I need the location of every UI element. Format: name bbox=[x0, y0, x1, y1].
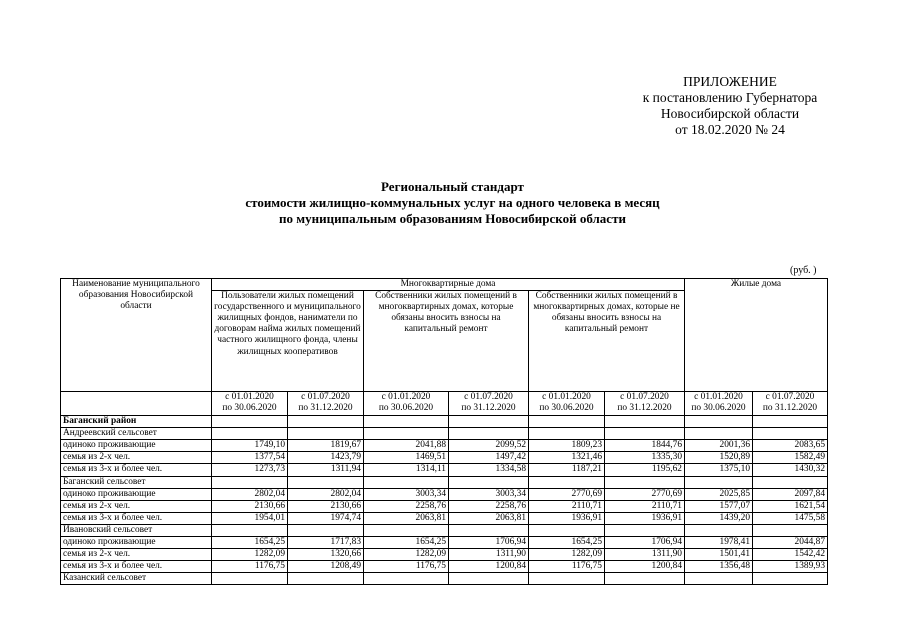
value-cell: 2083,65 bbox=[753, 440, 828, 452]
value-cell: 1187,21 bbox=[529, 464, 605, 476]
value-cell: 1176,75 bbox=[364, 561, 449, 573]
period-start: с 01.07.2020 bbox=[301, 392, 350, 403]
value-cell: 2044,87 bbox=[753, 537, 828, 549]
header-private-houses: Жилые дома bbox=[685, 279, 828, 392]
table-row bbox=[61, 488, 828, 500]
period-start: с 01.07.2020 bbox=[464, 392, 513, 403]
value-cell: 1954,01 bbox=[212, 512, 288, 524]
value-cell: 1621,54 bbox=[753, 500, 828, 512]
period-end: по 30.06.2020 bbox=[222, 403, 277, 414]
header-owners-with-repair-fee: Собственники жилых помещений в многоквартирных домах, которые обязаны вносить взносы на капитальный ремонт bbox=[364, 291, 529, 392]
value-cell: 2099,52 bbox=[449, 440, 529, 452]
value-cell: 2110,71 bbox=[605, 500, 685, 512]
value-cell: 1654,25 bbox=[364, 537, 449, 549]
value-cell: 2770,69 bbox=[529, 488, 605, 500]
currency-unit: (руб. ) bbox=[790, 265, 817, 276]
household-type: одиноко проживающие bbox=[61, 440, 212, 452]
appendix-region: Новосибирской области bbox=[660, 106, 800, 121]
value-cell: 1423,79 bbox=[288, 452, 364, 464]
period-end: по 31.12.2020 bbox=[617, 403, 672, 414]
value-cell: 2063,81 bbox=[449, 512, 529, 524]
value-cell: 1311,90 bbox=[449, 549, 529, 561]
value-cell: 1936,91 bbox=[529, 512, 605, 524]
value-cell: 1282,09 bbox=[364, 549, 449, 561]
value-cell: 1200,84 bbox=[449, 561, 529, 573]
period-end: по 30.06.2020 bbox=[539, 403, 594, 414]
value-cell: 2802,04 bbox=[212, 488, 288, 500]
household-type: одиноко проживающие bbox=[61, 488, 212, 500]
household-type: семья из 3-х и более чел. bbox=[61, 512, 212, 524]
district-name: Баганский район bbox=[61, 416, 212, 428]
appendix-title: ПРИЛОЖЕНИЕ bbox=[683, 74, 777, 89]
value-cell: 1282,09 bbox=[212, 549, 288, 561]
value-cell: 1195,62 bbox=[605, 464, 685, 476]
value-cell: 2130,66 bbox=[288, 500, 364, 512]
value-cell: 1819,67 bbox=[288, 440, 364, 452]
value-cell: 1430,32 bbox=[753, 464, 828, 476]
council-name: Андреевский сельсовет bbox=[61, 428, 212, 440]
household-type: семья из 2-х чел. bbox=[61, 500, 212, 512]
value-cell: 1978,41 bbox=[685, 537, 753, 549]
council-name: Ивановский сельсовет bbox=[61, 524, 212, 536]
value-cell: 2258,76 bbox=[364, 500, 449, 512]
period-start: с 01.01.2020 bbox=[381, 392, 431, 403]
header-state-fund-users: Пользователи жилых помещений государственного и муниципального жилищных фондов, наниматели по договорам найма жилых помещений частного жилищного фонда, члены жилищных кооперативов bbox=[212, 291, 364, 392]
value-cell: 1520,89 bbox=[685, 452, 753, 464]
period-start: с 01.01.2020 bbox=[694, 392, 743, 403]
value-cell: 1314,11 bbox=[364, 464, 449, 476]
value-cell: 1176,75 bbox=[529, 561, 605, 573]
value-cell: 1377,54 bbox=[212, 452, 288, 464]
title-line-3: по муниципальным образованиям Новосибирской области bbox=[279, 211, 626, 226]
period-header bbox=[449, 392, 529, 416]
value-cell: 1706,94 bbox=[449, 537, 529, 549]
appendix-date: от 18.02.2020 № 24 bbox=[675, 122, 785, 137]
value-cell: 1706,94 bbox=[605, 537, 685, 549]
household-type: семья из 3-х и более чел. bbox=[61, 464, 212, 476]
value-cell: 1475,58 bbox=[753, 512, 828, 524]
value-cell: 1439,20 bbox=[685, 512, 753, 524]
document-title bbox=[60, 179, 845, 227]
council-row bbox=[61, 573, 828, 585]
table-row bbox=[61, 440, 828, 452]
table-row bbox=[61, 500, 828, 512]
header-empty-cell bbox=[61, 392, 212, 416]
value-cell: 1469,51 bbox=[364, 452, 449, 464]
value-cell: 2110,71 bbox=[529, 500, 605, 512]
value-cell: 1389,93 bbox=[753, 561, 828, 573]
table-row bbox=[61, 512, 828, 524]
council-row bbox=[61, 524, 828, 536]
period-header bbox=[685, 392, 753, 416]
value-cell: 2770,69 bbox=[605, 488, 685, 500]
period-start: с 01.07.2020 bbox=[765, 392, 815, 403]
header-apartment-buildings: Многоквартирные дома bbox=[212, 279, 685, 291]
period-header bbox=[529, 392, 605, 416]
table-row bbox=[61, 452, 828, 464]
value-cell: 1582,49 bbox=[753, 452, 828, 464]
header-owners-without-repair-fee: Собственники жилых помещений в многоквартирных домах, которые не обязаны вносить взносы на капитальный ремонт bbox=[529, 291, 685, 392]
value-cell: 3003,34 bbox=[449, 488, 529, 500]
council-name: Баганский сельсовет bbox=[61, 476, 212, 488]
period-start: с 01.07.2020 bbox=[620, 392, 669, 403]
value-cell: 1717,83 bbox=[288, 537, 364, 549]
value-cell: 1208,49 bbox=[288, 561, 364, 573]
value-cell: 2097,84 bbox=[753, 488, 828, 500]
value-cell: 1176,75 bbox=[212, 561, 288, 573]
title-line-2: стоимости жилищно-коммунальных услуг на одного человека в месяц bbox=[245, 195, 660, 210]
value-cell: 1844,76 bbox=[605, 440, 685, 452]
value-cell: 1200,84 bbox=[605, 561, 685, 573]
value-cell: 1654,25 bbox=[212, 537, 288, 549]
household-type: одиноко проживающие bbox=[61, 537, 212, 549]
value-cell: 1282,09 bbox=[529, 549, 605, 561]
household-type: семья из 2-х чел. bbox=[61, 452, 212, 464]
period-end: по 30.06.2020 bbox=[691, 403, 746, 414]
value-cell: 1749,10 bbox=[212, 440, 288, 452]
appendix-block bbox=[560, 74, 900, 138]
value-cell: 1497,42 bbox=[449, 452, 529, 464]
value-cell: 1356,48 bbox=[685, 561, 753, 573]
period-header bbox=[753, 392, 828, 416]
value-cell: 1654,25 bbox=[529, 537, 605, 549]
title-line-1: Региональный стандарт bbox=[381, 179, 524, 194]
value-cell: 2063,81 bbox=[364, 512, 449, 524]
value-cell: 1311,90 bbox=[605, 549, 685, 561]
value-cell: 1375,10 bbox=[685, 464, 753, 476]
value-cell: 1936,91 bbox=[605, 512, 685, 524]
value-cell: 2258,76 bbox=[449, 500, 529, 512]
period-start: с 01.01.2020 bbox=[225, 392, 274, 403]
period-start: с 01.01.2020 bbox=[542, 392, 591, 403]
table-row bbox=[61, 549, 828, 561]
value-cell: 3003,34 bbox=[364, 488, 449, 500]
value-cell: 1334,58 bbox=[449, 464, 529, 476]
period-header bbox=[212, 392, 288, 416]
value-cell: 1335,30 bbox=[605, 452, 685, 464]
period-end: по 30.06.2020 bbox=[378, 403, 434, 414]
table-row bbox=[61, 561, 828, 573]
value-cell: 1311,94 bbox=[288, 464, 364, 476]
period-header bbox=[364, 392, 449, 416]
period-header bbox=[605, 392, 685, 416]
header-municipality: Наименование муниципального образования Новосибирской области bbox=[61, 279, 212, 392]
period-header bbox=[288, 392, 364, 416]
household-type: семья из 2-х чел. bbox=[61, 549, 212, 561]
period-end: по 31.12.2020 bbox=[298, 403, 353, 414]
value-cell: 1974,74 bbox=[288, 512, 364, 524]
table-row bbox=[61, 537, 828, 549]
value-cell: 2130,66 bbox=[212, 500, 288, 512]
council-row bbox=[61, 428, 828, 440]
council-row bbox=[61, 476, 828, 488]
standards-table bbox=[60, 278, 828, 585]
household-type: семья из 3-х и более чел. bbox=[61, 561, 212, 573]
value-cell: 1809,23 bbox=[529, 440, 605, 452]
council-name: Казанский сельсовет bbox=[61, 573, 212, 585]
period-end: по 31.12.2020 bbox=[461, 403, 516, 414]
value-cell: 1320,66 bbox=[288, 549, 364, 561]
value-cell: 1501,41 bbox=[685, 549, 753, 561]
value-cell: 2001,36 bbox=[685, 440, 753, 452]
value-cell: 1321,46 bbox=[529, 452, 605, 464]
appendix-decree: к постановлению Губернатора bbox=[642, 90, 818, 105]
period-end: по 31.12.2020 bbox=[762, 403, 818, 414]
value-cell: 1577,07 bbox=[685, 500, 753, 512]
value-cell: 2025,85 bbox=[685, 488, 753, 500]
table-row bbox=[61, 464, 828, 476]
value-cell: 1542,42 bbox=[753, 549, 828, 561]
value-cell: 1273,73 bbox=[212, 464, 288, 476]
value-cell: 2041,88 bbox=[364, 440, 449, 452]
value-cell: 2802,04 bbox=[288, 488, 364, 500]
